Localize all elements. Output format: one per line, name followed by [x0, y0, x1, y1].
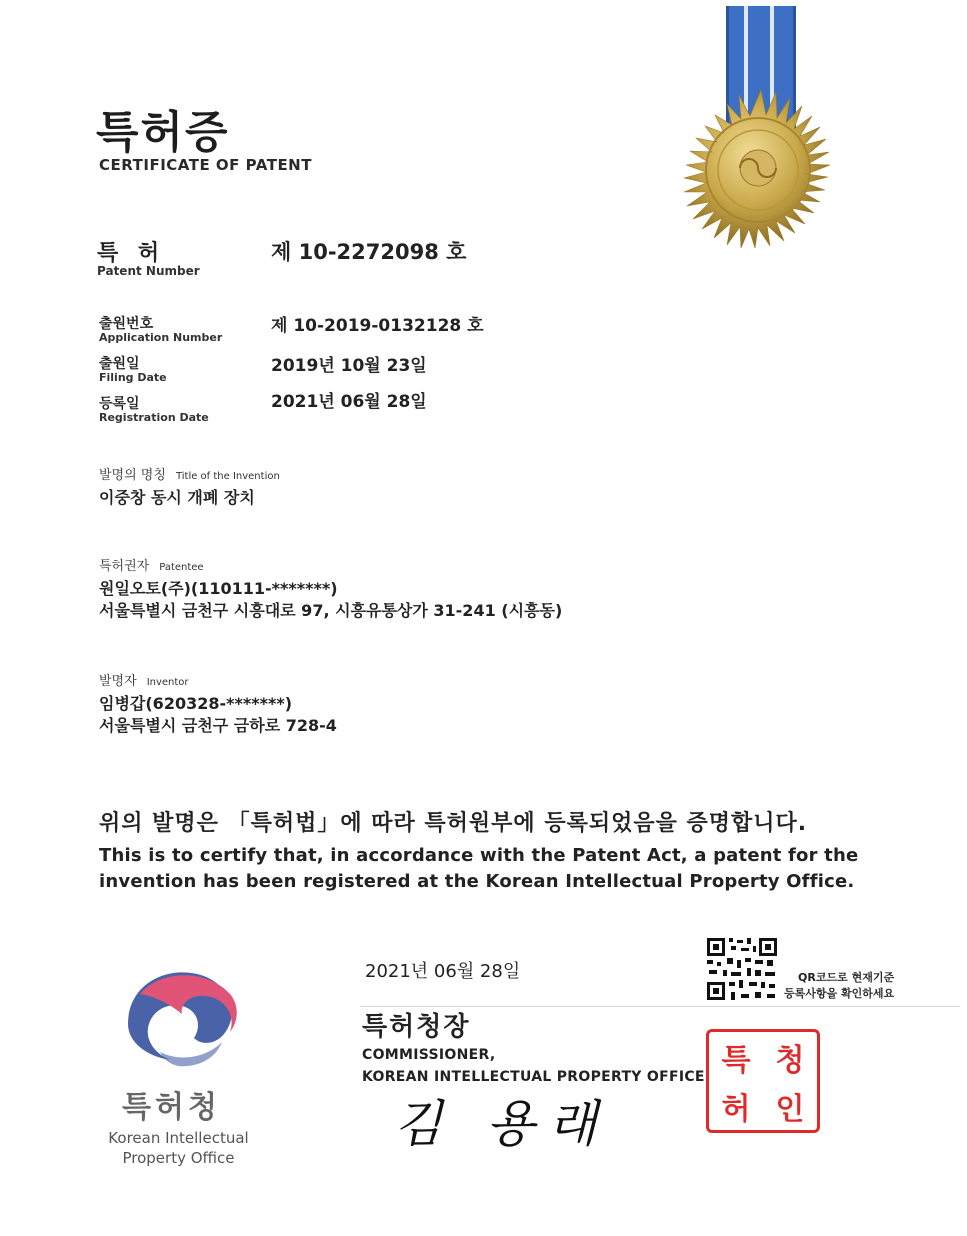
patentee-address: 서울특별시 금천구 시흥대로 97, 시흥유통상가 31-241 (시흥동): [99, 601, 563, 620]
stamp-char: 인: [775, 1091, 805, 1127]
application-number-value: 제 10-2019-0132128 호: [271, 316, 484, 336]
qr-instruction-line2: 등록사항을 확인하세요: [784, 987, 895, 1000]
kipo-name-ko: 특허청: [122, 1090, 221, 1125]
commissioner-signature: 김 용래: [394, 1095, 611, 1153]
patentee-name: 원일오토(주)(110111-*******): [99, 579, 338, 598]
invention-label-ko: 발명의 명칭: [99, 468, 166, 483]
stamp-char: 청: [775, 1042, 805, 1078]
certification-statement-ko: 위의 발명은 「특허법」에 따라 특허원부에 등록되었음을 증명합니다.: [99, 811, 808, 836]
inventor-label-en: Inventor: [146, 677, 189, 688]
commissioner-title-ko: 특허청장: [362, 1012, 471, 1042]
registration-date-value: 2021년 06월 28일: [271, 392, 427, 412]
registration-date-label-ko: 등록일: [99, 396, 140, 412]
patent-number-label-ko: 특 허: [97, 241, 166, 266]
certification-statement-en: This is to certify that, in accordance with the Patent Act, a patent for the invention has been registered at the Korean Intellectual Property Office.: [99, 845, 859, 892]
kipo-name-en: [96, 1128, 261, 1168]
patent-number-label-en: Patent Number: [97, 264, 200, 278]
stamp-char: 특: [721, 1042, 751, 1078]
invention-label-en: Title of the Invention: [175, 471, 280, 482]
issue-date: 2021년 06월 28일: [365, 961, 521, 982]
application-number-label-en: Application Number: [99, 331, 223, 344]
commissioner-title-en-line1: COMMISSIONER,: [362, 1047, 496, 1063]
patentee-label: [99, 555, 204, 574]
inventor-name: 임병갑(620328-*******): [99, 694, 293, 713]
patentee-label-ko: 특허권자: [99, 559, 150, 574]
certificate-title-en: CERTIFICATE OF PATENT: [99, 156, 312, 174]
filing-date-value: 2019년 10월 23일: [271, 356, 427, 376]
inventor-address: 서울특별시 금천구 금하로 728-4: [99, 716, 337, 735]
kipo-logo-icon: [120, 962, 244, 1072]
stamp-char: 허: [721, 1091, 751, 1127]
patentee-label-en: Patentee: [159, 562, 204, 573]
commissioner-title-en-line2: KOREAN INTELLECTUAL PROPERTY OFFICE: [362, 1069, 705, 1085]
filing-date-label-en: Filing Date: [99, 371, 167, 384]
application-number-label-ko: 출원번호: [99, 316, 154, 332]
patent-number-value: 제 10-2272098 호: [271, 240, 467, 264]
qr-code-icon: [705, 936, 779, 1002]
kipo-name-en-line1: Korean Intellectual: [108, 1129, 249, 1147]
official-stamp: [706, 1029, 820, 1133]
inventor-label: [99, 670, 189, 689]
invention-title-value: 이중창 동시 개폐 장치: [99, 488, 255, 507]
commissioner-title-en: [362, 1044, 705, 1088]
certificate-title-ko: 특허증: [96, 107, 230, 158]
qr-instruction-line1: QR코드로 현재기준: [798, 971, 895, 984]
filing-date-label-ko: 출원일: [99, 356, 140, 372]
kipo-name-en-line2: Property Office: [122, 1149, 235, 1167]
registration-date-label-en: Registration Date: [99, 411, 209, 424]
invention-label: [99, 464, 280, 483]
qr-instruction: [784, 970, 894, 1002]
gold-seal-icon: [636, 0, 886, 320]
inventor-label-ko: 발명자: [99, 674, 137, 689]
